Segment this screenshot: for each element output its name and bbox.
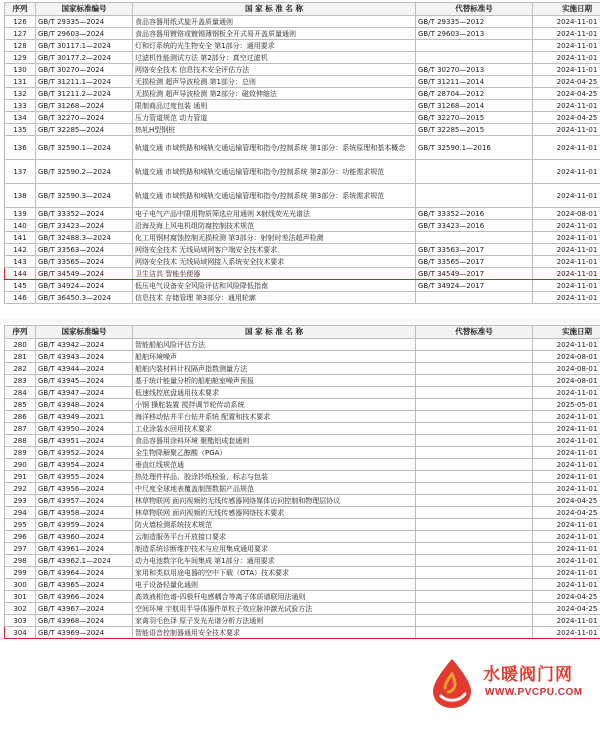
row-seq: 132 (5, 88, 36, 100)
row-seq: 290 (5, 459, 36, 471)
header-date: 实施日期 (533, 326, 600, 339)
row-code: GB/T 31211.2—2024 (36, 88, 133, 100)
row-date: 2024-11-01 (533, 615, 600, 627)
table-row (5, 112, 600, 124)
header-seq: 序列 (5, 326, 36, 339)
row-date: 2024-11-01 (533, 555, 600, 567)
table-row (5, 100, 600, 112)
table-row (5, 555, 600, 567)
row-replaced (416, 459, 533, 471)
row-seq: 127 (5, 28, 36, 40)
row-replaced (416, 591, 533, 603)
droplet-logo-icon (425, 656, 479, 710)
row-date: 2024-04-25 (533, 591, 600, 603)
row-replaced: GB/T 34549—2017 (416, 268, 533, 280)
row-code: GB/T 33423—2024 (36, 220, 133, 232)
row-seq: 128 (5, 40, 36, 52)
row-date: 2024-11-01 (533, 627, 600, 639)
row-code: GB/T 43954—2024 (36, 459, 133, 471)
row-date: 2024-11-01 (533, 519, 600, 531)
row-name: 过滤机性能测试方法 第2部分：真空过滤机 (133, 52, 416, 64)
row-seq: 304 (5, 627, 36, 639)
watermark-url: WWW.PVCPU.COM (485, 687, 583, 698)
row-name: 电子设备轻量化通则 (133, 579, 416, 591)
row-code: GB/T 43967—2024 (36, 603, 133, 615)
row-code: GB/T 43955—2024 (36, 471, 133, 483)
row-date: 2024-11-01 (533, 292, 600, 304)
row-name: 网络安全技术 无线局域网客户端安全技术要求 (133, 244, 416, 256)
row-replaced (416, 579, 533, 591)
row-seq: 296 (5, 531, 36, 543)
row-seq: 281 (5, 351, 36, 363)
row-name: 云制造服务平台开放接口要求 (133, 531, 416, 543)
table-header-row (5, 3, 600, 16)
row-date: 2024-11-01 (533, 52, 600, 64)
row-replaced (416, 543, 533, 555)
row-code: GB/T 43947—2024 (36, 387, 133, 399)
row-date: 2024-04-25 (533, 603, 600, 615)
row-seq: 284 (5, 387, 36, 399)
row-code: GB/T 43952—2024 (36, 447, 133, 459)
row-name: 中尺度全球地表覆盖制图数据产品规范 (133, 483, 416, 495)
table-row (5, 615, 600, 627)
table-row (5, 136, 600, 160)
row-code: GB/T 43949—2021 (36, 411, 133, 423)
row-replaced (416, 495, 533, 507)
row-replaced: GB/T 31211—2014 (416, 76, 533, 88)
row-replaced: GB/T 33563—2017 (416, 244, 533, 256)
row-date: 2024-11-01 (533, 459, 600, 471)
header-name: 国 家 标 准 名 称 (133, 326, 416, 339)
row-name: 压力管道规范 动力管道 (133, 112, 416, 124)
row-code: GB/T 32270—2024 (36, 112, 133, 124)
row-name: 食品容器用纸式旋开盖质量通则 (133, 16, 416, 28)
table-row (5, 40, 600, 52)
row-name: 家禽羽毛色泽 原子发光光谱分析方法通则 (133, 615, 416, 627)
standards-table-2 (4, 325, 600, 639)
row-code: GB/T 30177.2—2024 (36, 52, 133, 64)
row-seq: 137 (5, 160, 36, 184)
row-name: 高效液相色谱-四极杆电感耦合等离子体质谱联用法通则 (133, 591, 416, 603)
row-code: GB/T 43943—2024 (36, 351, 133, 363)
row-name: 制造系统诊断维护技术与应用集成通用要求 (133, 543, 416, 555)
row-replaced (416, 483, 533, 495)
row-code: GB/T 43957—2024 (36, 495, 133, 507)
row-seq: 299 (5, 567, 36, 579)
table-row (5, 28, 600, 40)
row-replaced: GB/T 28704—2012 (416, 88, 533, 100)
row-code: GB/T 30270—2024 (36, 64, 133, 76)
header-date: 实施日期 (533, 3, 600, 16)
row-replaced (416, 471, 533, 483)
row-date: 2024-04-25 (533, 88, 600, 100)
row-date: 2024-11-01 (533, 232, 600, 244)
row-code: GB/T 43958—2024 (36, 507, 133, 519)
row-replaced: GB/T 30270—2013 (416, 64, 533, 76)
table-row (5, 208, 600, 220)
row-replaced (416, 52, 533, 64)
row-date: 2024-11-01 (533, 220, 600, 232)
row-code: GB/T 33352—2024 (36, 208, 133, 220)
table-row (5, 244, 600, 256)
row-name: 网络安全技术 无线局域网接入系统安全技术要求 (133, 256, 416, 268)
table-row (5, 447, 600, 459)
row-date: 2024-11-01 (533, 280, 600, 292)
row-name: 无损检测 超声导波检测 第2部分：磁致伸缩法 (133, 88, 416, 100)
row-name: 限制商品过度包装 通则 (133, 100, 416, 112)
row-name: 空间环境 宇航用半导体器件单粒子效应脉冲激光试验方法 (133, 603, 416, 615)
row-name: 智能船舶风险评估方法 (133, 339, 416, 351)
row-date: 2024-11-01 (533, 136, 600, 160)
row-date: 2024-08-01 (533, 351, 600, 363)
row-name: 食品容器用镀铬或镀锡薄钢板全开式易开盖质量通则 (133, 28, 416, 40)
row-date: 2024-11-01 (533, 531, 600, 543)
row-seq: 289 (5, 447, 36, 459)
row-seq: 146 (5, 292, 36, 304)
row-date: 2024-11-01 (533, 268, 600, 280)
row-code: GB/T 32590.3—2024 (36, 184, 133, 208)
row-replaced (416, 603, 533, 615)
row-code: GB/T 43965—2024 (36, 579, 133, 591)
header-seq: 序列 (5, 3, 36, 16)
row-date: 2024-11-01 (533, 387, 600, 399)
row-seq: 301 (5, 591, 36, 603)
row-code: GB/T 34549—2024 (36, 268, 133, 280)
row-name: 防火墙检测系统技术规范 (133, 519, 416, 531)
row-replaced (416, 184, 533, 208)
row-date: 2024-11-01 (533, 567, 600, 579)
table-row (5, 411, 600, 423)
row-replaced: GB/T 33565—2017 (416, 256, 533, 268)
row-date: 2024-11-01 (533, 160, 600, 184)
row-code: GB/T 43962.1—2024 (36, 555, 133, 567)
row-date: 2024-11-01 (533, 124, 600, 136)
row-date: 2024-08-01 (533, 363, 600, 375)
row-name: 海洋移动钻井平台钻井系统 配置和技术要求 (133, 411, 416, 423)
table-row (5, 495, 600, 507)
row-date: 2024-11-01 (533, 16, 600, 28)
row-seq: 144 (5, 268, 36, 280)
row-name: 无损检测 超声导波检测 第1部分：总则 (133, 76, 416, 88)
row-replaced (416, 351, 533, 363)
row-date: 2024-11-01 (533, 543, 600, 555)
row-code: GB/T 36450.3—2024 (36, 292, 133, 304)
row-code: GB/T 32285—2024 (36, 124, 133, 136)
row-date: 2024-11-01 (533, 579, 600, 591)
row-seq: 285 (5, 399, 36, 411)
row-replaced (416, 411, 533, 423)
row-seq: 295 (5, 519, 36, 531)
row-code: GB/T 31211.1—2024 (36, 76, 133, 88)
row-date: 2024-11-01 (533, 411, 600, 423)
standards-table-1 (4, 2, 600, 304)
row-replaced (416, 399, 533, 411)
row-replaced (416, 375, 533, 387)
table-row (5, 483, 600, 495)
table-row (5, 387, 600, 399)
row-code: GB/T 43960—2024 (36, 531, 133, 543)
row-code: GB/T 43948—2024 (36, 399, 133, 411)
table-divider (0, 319, 600, 323)
row-name: 轨道交通 市域铁路和城轨交通运输管理和指令/控制系统 第2部分：功能需求规范 (133, 160, 416, 184)
row-code: GB/T 33565—2024 (36, 256, 133, 268)
row-replaced (416, 363, 533, 375)
row-date: 2024-11-01 (533, 423, 600, 435)
table-row (5, 268, 600, 280)
row-seq: 283 (5, 375, 36, 387)
row-code: GB/T 43945—2024 (36, 375, 133, 387)
row-replaced (416, 339, 533, 351)
row-replaced (416, 567, 533, 579)
row-name: 网络安全技术 信息技术安全评估方法 (133, 64, 416, 76)
row-seq: 139 (5, 208, 36, 220)
row-date: 2024-11-01 (533, 184, 600, 208)
row-date: 2024-11-01 (533, 40, 600, 52)
row-seq: 288 (5, 435, 36, 447)
table-row (5, 459, 600, 471)
row-code: GB/T 43956—2024 (36, 483, 133, 495)
table-row (5, 232, 600, 244)
row-seq: 287 (5, 423, 36, 435)
row-replaced (416, 507, 533, 519)
row-date: 2024-04-25 (533, 507, 600, 519)
row-replaced (416, 387, 533, 399)
row-replaced: GB/T 31268—2014 (416, 100, 533, 112)
table-row (5, 292, 600, 304)
row-seq: 294 (5, 507, 36, 519)
row-seq: 143 (5, 256, 36, 268)
row-date: 2024-11-01 (533, 100, 600, 112)
row-name: 动力电池数字化车间集成 第1部分：通用要求 (133, 555, 416, 567)
row-name: 林草物联网 面向视频的无线传感器网络媒体访问控制和物理层协议 (133, 495, 416, 507)
row-replaced (416, 160, 533, 184)
row-seq: 302 (5, 603, 36, 615)
row-date: 2024-04-25 (533, 112, 600, 124)
row-seq: 129 (5, 52, 36, 64)
row-seq: 145 (5, 280, 36, 292)
table-row (5, 603, 600, 615)
row-name: 基于统计能量分析的船舶舱室噪声预报 (133, 375, 416, 387)
row-name: 船舶环境噪声 (133, 351, 416, 363)
row-date: 2024-08-01 (533, 375, 600, 387)
row-code: GB/T 32488.3—2024 (36, 232, 133, 244)
row-seq: 291 (5, 471, 36, 483)
row-name: 电子电气产品中限用物质筛选应用通则 X射线荧光光谱法 (133, 208, 416, 220)
row-seq: 303 (5, 615, 36, 627)
header-name: 国 家 标 准 名 称 (133, 3, 416, 16)
row-replaced: GB/T 32590.1—2016 (416, 136, 533, 160)
row-date: 2024-04-25 (533, 495, 600, 507)
row-date: 2024-11-01 (533, 447, 600, 459)
row-seq: 293 (5, 495, 36, 507)
header-replaced: 代替标准号 (416, 3, 533, 16)
row-replaced (416, 232, 533, 244)
row-code: GB/T 32590.1—2024 (36, 136, 133, 160)
table-row (5, 160, 600, 184)
row-replaced: GB/T 34924—2017 (416, 280, 533, 292)
table-row (5, 64, 600, 76)
row-replaced (416, 519, 533, 531)
table-row (5, 543, 600, 555)
row-code: GB/T 43964—2024 (36, 567, 133, 579)
row-date: 2024-04-25 (533, 76, 600, 88)
table-header-row (5, 326, 600, 339)
row-name: 化工用钢材腐蚀控制无损检测 第3部分：射射时差法超声检测 (133, 232, 416, 244)
watermark-title: 水暖阀门网 (483, 665, 573, 685)
row-replaced: GB/T 33423—2016 (416, 220, 533, 232)
row-seq: 135 (5, 124, 36, 136)
row-date: 2024-11-01 (533, 483, 600, 495)
row-date: 2024-11-01 (533, 256, 600, 268)
table-row (5, 399, 600, 411)
row-seq: 136 (5, 136, 36, 160)
site-watermark (425, 654, 597, 728)
row-date: 2024-11-01 (533, 64, 600, 76)
row-name: 热处理件样品、胶涂抄纸检验、标志与包装 (133, 471, 416, 483)
row-name: 沿海及海上风电机组防腐控制技术规范 (133, 220, 416, 232)
row-seq: 141 (5, 232, 36, 244)
row-replaced (416, 531, 533, 543)
row-replaced: GB/T 32285—2015 (416, 124, 533, 136)
row-replaced (416, 555, 533, 567)
table-row (5, 351, 600, 363)
row-code: GB/T 29603—2024 (36, 28, 133, 40)
row-replaced (416, 447, 533, 459)
row-seq: 126 (5, 16, 36, 28)
row-seq: 142 (5, 244, 36, 256)
row-code: GB/T 43950—2024 (36, 423, 133, 435)
table-row (5, 124, 600, 136)
row-code: GB/T 43969—2024 (36, 627, 133, 639)
row-seq: 286 (5, 411, 36, 423)
row-replaced (416, 423, 533, 435)
table-row (5, 567, 600, 579)
row-seq: 298 (5, 555, 36, 567)
header-code: 国家标准编号 (36, 3, 133, 16)
row-date: 2024-11-01 (533, 244, 600, 256)
row-name: 轨道交通 市域铁路和城轨交通运输管理和指令/控制系统 第3部分：系统需求规范 (133, 184, 416, 208)
row-date: 2024-11-01 (533, 471, 600, 483)
row-code: GB/T 43951—2024 (36, 435, 133, 447)
row-name: 智能语音控制器通用安全技术要求 (133, 627, 416, 639)
row-name: 低压电气设备安全风险评估和风险降低指南 (133, 280, 416, 292)
row-date: 2024-11-01 (533, 435, 600, 447)
row-name: 低速线控底盘通用技术要求 (133, 387, 416, 399)
row-replaced: GB/T 29603—2013 (416, 28, 533, 40)
row-name: 工业涂装水回用技术要求 (133, 423, 416, 435)
row-seq: 133 (5, 100, 36, 112)
table-row (5, 88, 600, 100)
row-code: GB/T 34924—2024 (36, 280, 133, 292)
header-code: 国家标准编号 (36, 326, 133, 339)
table-row (5, 280, 600, 292)
row-seq: 292 (5, 483, 36, 495)
row-seq: 134 (5, 112, 36, 124)
row-code: GB/T 29335—2024 (36, 16, 133, 28)
row-replaced: GB/T 29335—2012 (416, 16, 533, 28)
table-row (5, 76, 600, 88)
row-code: GB/T 43961—2024 (36, 543, 133, 555)
row-code: GB/T 43966—2024 (36, 591, 133, 603)
row-date: 2025-05-01 (533, 399, 600, 411)
table-row (5, 220, 600, 232)
row-name: 垂直红线规范通 (133, 459, 416, 471)
row-name: 林草物联网 面向视频的无线传感器网络技术要求 (133, 507, 416, 519)
row-code: GB/T 32590.2—2024 (36, 160, 133, 184)
row-name: 轨道交通 市域铁路和城轨交通运输管理和指令/控制系统 第1部分：系统原理和基本概念 (133, 136, 416, 160)
row-seq: 300 (5, 579, 36, 591)
row-name: 食品容器用涂料环境 聚酯铝成套通则 (133, 435, 416, 447)
row-code: GB/T 33563—2024 (36, 244, 133, 256)
row-seq: 131 (5, 76, 36, 88)
row-name: 全生物降解聚乙醇酸（PGA） (133, 447, 416, 459)
row-date: 2024-08-01 (533, 208, 600, 220)
row-code: GB/T 43968—2024 (36, 615, 133, 627)
row-code: GB/T 30117.1—2024 (36, 40, 133, 52)
row-replaced: GB/T 32270—2015 (416, 112, 533, 124)
row-code: GB/T 43944—2024 (36, 363, 133, 375)
table-row (5, 579, 600, 591)
table-row (5, 256, 600, 268)
table-row (5, 52, 600, 64)
row-code: GB/T 43942—2024 (36, 339, 133, 351)
row-replaced (416, 615, 533, 627)
row-name: 卫生洁具 智能坐便器 (133, 268, 416, 280)
table-row (5, 435, 600, 447)
table-row (5, 591, 600, 603)
row-date: 2024-11-01 (533, 28, 600, 40)
table-row (5, 339, 600, 351)
table-row (5, 531, 600, 543)
row-replaced (416, 435, 533, 447)
table-row (5, 375, 600, 387)
row-name: 热轧H型钢桩 (133, 124, 416, 136)
row-seq: 297 (5, 543, 36, 555)
row-seq: 140 (5, 220, 36, 232)
row-name: 家用和类似用途电器的空中下载（OTA）技术要求 (133, 567, 416, 579)
row-name: 小钢 操舵装置 搅拌调节轮传动系统 (133, 399, 416, 411)
row-name: 灯和灯系统的光生物安全 第1部分：通用要求 (133, 40, 416, 52)
table-row (5, 507, 600, 519)
table-row (5, 423, 600, 435)
row-name: 船舶内装材料计权隔声指数测量方法 (133, 363, 416, 375)
header-replaced: 代替标准号 (416, 326, 533, 339)
row-replaced (416, 40, 533, 52)
table-row (5, 16, 600, 28)
row-code: GB/T 31268—2024 (36, 100, 133, 112)
row-replaced (416, 627, 533, 639)
row-date: 2024-11-01 (533, 339, 600, 351)
table-row (5, 363, 600, 375)
row-seq: 280 (5, 339, 36, 351)
row-seq: 282 (5, 363, 36, 375)
row-replaced: GB/T 33352—2016 (416, 208, 533, 220)
table-row (5, 184, 600, 208)
row-replaced (416, 292, 533, 304)
row-name: 信息技术 存储管理 第3部分：通用轮廓 (133, 292, 416, 304)
table-row (5, 471, 600, 483)
table-row (5, 519, 600, 531)
table-row (5, 627, 600, 639)
row-code: GB/T 43959—2024 (36, 519, 133, 531)
row-seq: 138 (5, 184, 36, 208)
row-seq: 130 (5, 64, 36, 76)
